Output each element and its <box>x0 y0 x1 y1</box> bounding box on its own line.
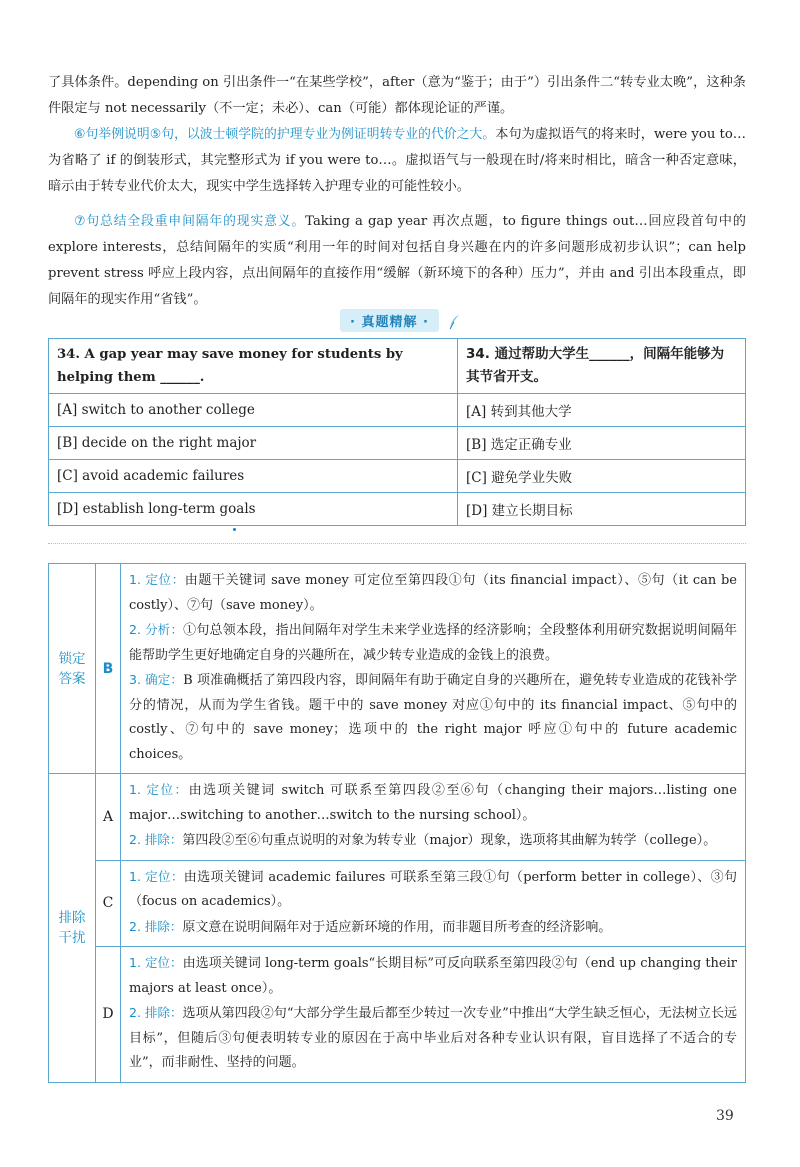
paragraph-text: 了具体条件。depending on 引出条件一“在某些学校”，after（意为“鉴于；由于”）引出条件二“转专业太晚”，这种条件限定与 not necessarily（不一定；未必）、can（可能）都体现论证的严谨。 <box>48 75 746 116</box>
distractor-explanation <box>121 774 746 861</box>
confirm-label: 3. 确定： <box>129 672 184 687</box>
distractor-letter: D <box>96 947 121 1083</box>
distractor-letter: C <box>96 860 121 947</box>
dotted-divider <box>48 543 746 544</box>
locate-label: 1. 定位： <box>129 955 183 970</box>
question-stem-cn: 34. 通过帮助大学生______，间隔年能够为其节省开支。 <box>458 339 746 394</box>
option-row <box>49 460 746 493</box>
answer-table <box>48 563 746 1083</box>
confirm-text: B 项准确概括了第四段内容，即间隔年有助于确定自身的兴趣所在，避免转专业造成的花钱补学分的情况，从而为学生省钱。题干中的 save money 对应①句中的 its financial impact、⑤句中的 costly、⑦句中的 save money；选项中的 the right major 呼应①句中的 future academic choices。 <box>129 673 737 762</box>
locate-text: 由选项关键词 academic failures 可联系至第三段①句（perform better in college）、③句（focus on academics）。 <box>129 869 737 909</box>
page-number: 39 <box>716 1108 734 1124</box>
answer-explanation <box>121 564 746 774</box>
exclude-label: 2. 排除： <box>129 1005 183 1020</box>
distractor-letter: A <box>96 774 121 861</box>
option-cn: [B] 选定正确专业 <box>458 427 746 460</box>
exclude-text: 原文意在说明间隔年对于适应新环境的作用，而非题目所考查的经济影响。 <box>182 919 612 935</box>
paragraph-text: Taking a gap year 再次点题，to figure things out…回应段首句中的 explore interests，总结间隔年的实质“利用一年的时间对包括自身兴趣在内的许多问题形成初步认识”；can help prevent stress 呼应上段内容，点出间隔年的直接作用“缓解（新环境下的各种）压力”，并由 and 引出本段重点，即间隔年的现实作用“省钱”。 <box>48 214 746 307</box>
quill-icon <box>448 314 460 330</box>
option-en: [A] switch to another college <box>49 394 458 427</box>
exclude-label: 2. 排除： <box>129 918 183 934</box>
option-row <box>49 394 746 427</box>
distractor-explanation <box>121 947 746 1083</box>
option-cn: [A] 转到其他大学 <box>458 394 746 427</box>
distractor-row <box>49 860 746 947</box>
paragraph-text: 本句为虚拟语气的将来时，were you to…为省略了 if 的倒装形式，其完整形式为 if you were to…。虚拟语气与一般现在时/将来时相比，暗含一种否定意味，暗示由于转专业代价太大，现实中学生选择转入护理专业的可能性较小。 <box>48 127 746 194</box>
analysis-paragraph-3 <box>48 209 746 313</box>
option-en: [C] avoid academic failures <box>49 460 458 493</box>
question-stem-en: 34. A gap year may save money for students by helping them ______. <box>49 339 458 394</box>
section-banner <box>300 309 500 333</box>
paragraph-highlight: ⑥句举例说明⑤句，以波士顿学院的护理专业为例证明转专业的代价之大。 <box>74 127 496 142</box>
answer-letter: B <box>96 564 121 774</box>
option-en: [D] establish long-term goals <box>49 493 458 526</box>
analysis-paragraph-2 <box>48 122 746 200</box>
locate-label: 1. 定位： <box>129 868 184 884</box>
analysis-text: ①句总领本段，指出间隔年对学生未来学业选择的经济影响；全段整体利用研究数据说明间隔年能帮助学生更好地确定自身的兴趣所在，减少转专业造成的金钱上的浪费。 <box>129 623 737 663</box>
locate-text: 由题干关键词 save money 可定位至第四段①句（its financial impact）、⑤句（it can be costly）、⑦句（save money）。 <box>129 573 737 613</box>
locate-text: 由选项关键词 switch 可联系至第四段②至⑥句（changing their majors…listing one major…switching to another…switch to the nursing school）。 <box>129 783 737 823</box>
analysis-paragraph-1 <box>48 70 746 122</box>
section-title: · 真题精解 · <box>340 309 439 332</box>
exclude-text: 第四段②至⑥句重点说明的对象为转专业（major）现象，选项将其曲解为转学（college）。 <box>182 833 717 848</box>
exclude-distractors-label: 排除干扰 <box>49 774 96 1083</box>
option-row <box>49 427 746 460</box>
distractor-row <box>49 774 746 861</box>
option-cn: [C] 避免学业失败 <box>458 460 746 493</box>
paragraph-highlight: ⑦句总结全段重申间隔年的现实意义。 <box>74 214 306 229</box>
answer-row-locked <box>49 564 746 774</box>
locked-answer-label: 锁定答案 <box>49 564 96 774</box>
locate-text: 由选项关键词 long-term goals“长期目标”可反向联系至第四段②句（end up changing their majors at least once）。 <box>129 956 737 996</box>
distractor-explanation <box>121 860 746 947</box>
option-row <box>49 493 746 526</box>
question-table <box>48 338 746 526</box>
option-en: [B] decide on the right major <box>49 427 458 460</box>
distractor-row <box>49 947 746 1083</box>
decorative-dot <box>233 528 236 531</box>
analysis-label: 2. 分析： <box>129 622 184 637</box>
locate-label: 1. 定位： <box>129 572 185 587</box>
locate-label: 1. 定位： <box>129 782 189 797</box>
option-cn: [D] 建立长期目标 <box>458 493 746 526</box>
exclude-label: 2. 排除： <box>129 832 183 847</box>
exclude-text: 选项从第四段②句“大部分学生最后都至少转过一次专业”中推出“大学生缺乏恒心，无法树立长远目标”，但随后③句便表明转专业的原因在于高中毕业后对各种专业认识有限，盲目选择了不适合的专业”，而非耐性、坚持的问题。 <box>129 1006 737 1070</box>
